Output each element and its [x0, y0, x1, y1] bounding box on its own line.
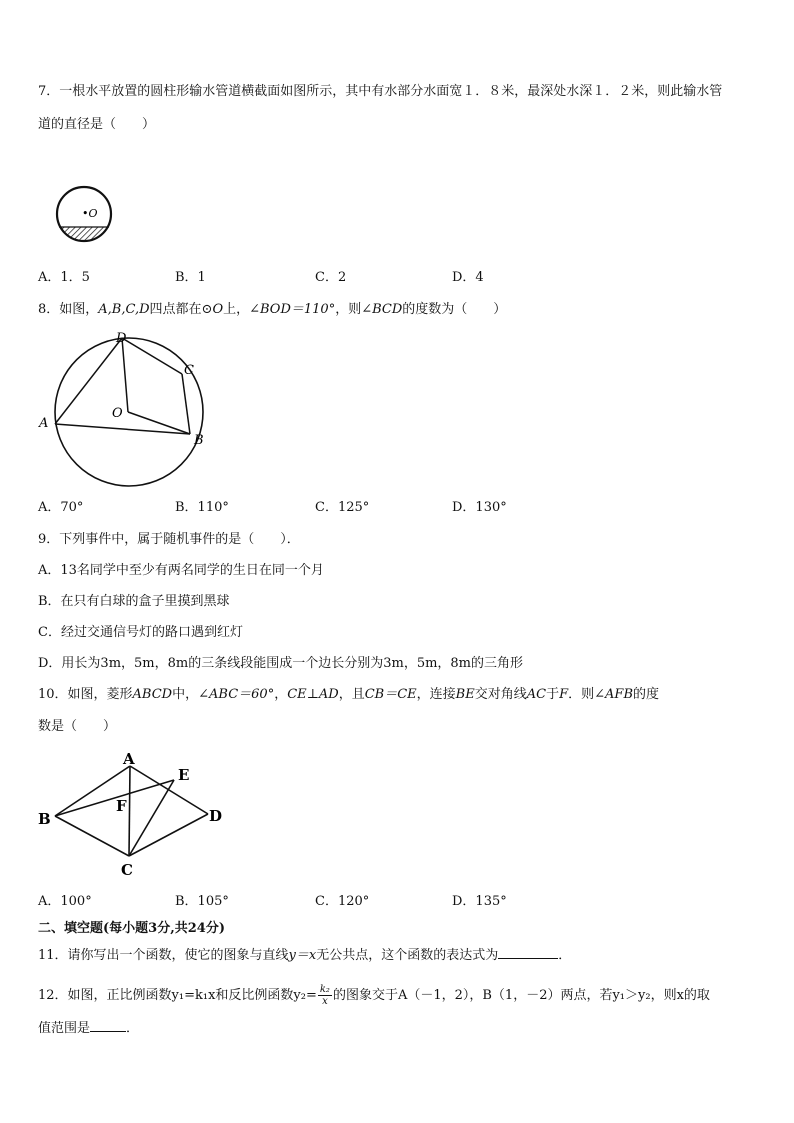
- q7-stem-line1: 7．一根水平放置的圆柱形输水管道横截面如图所示，其中有水部分水面宽１．８米，最深处水深１．２米，则此输水管: [38, 84, 723, 99]
- section-2-title: 二、填空题(每小题3分,共24分): [38, 921, 225, 936]
- q8-label-a: A: [39, 416, 49, 431]
- q8-label-c: C: [184, 363, 194, 378]
- q7-water-region: [48, 227, 120, 247]
- q10-option-a[interactable]: A．100°: [38, 894, 92, 909]
- q8-circle-figure: [36, 330, 212, 490]
- q11-answer-blank[interactable]: [498, 946, 558, 959]
- q8-segment-do: [122, 338, 128, 412]
- q8-segment-cb: [182, 374, 190, 434]
- q8-option-b[interactable]: B．110°: [175, 500, 229, 515]
- q8-label-o: O: [112, 406, 123, 421]
- q10-label-f: F: [116, 797, 127, 815]
- q10-rhombus-figure: [36, 748, 236, 880]
- q9-option-d[interactable]: D．用长为3m，5m，8m的三条线段能围成一个边长分别为3m，5m，8m的三角形: [38, 656, 524, 671]
- q9-option-c[interactable]: C．经过交通信号灯的路口遇到红灯: [38, 625, 243, 640]
- q10-label-d: D: [209, 807, 223, 825]
- q12-answer-blank[interactable]: [90, 1019, 126, 1032]
- q7-option-c[interactable]: C．2: [315, 270, 347, 285]
- q8-segment-ab: [55, 424, 190, 434]
- q10-segment-ac: [129, 766, 130, 856]
- q10-stem-line1: 10．如图，菱形ABCD中，∠ABC＝60°，CE⊥AD，且CB＝CE，连接BE交对角线AC于F．则∠AFB的度: [38, 687, 660, 702]
- q10-option-c[interactable]: C．120°: [315, 894, 370, 909]
- q10-option-b[interactable]: B．105°: [175, 894, 229, 909]
- q11-stem: 11．请你写出一个函数，使它的图象与直线y＝x无公共点，这个函数的表达式为 ．: [38, 948, 572, 963]
- q10-label-c: C: [121, 861, 133, 879]
- q8-option-c[interactable]: C．125°: [315, 500, 370, 515]
- q12-fraction: $\frac{\text{k₂}}{x}$: [319, 984, 330, 1007]
- q12-stem-line1: 12．如图，正比例函数y₁=k₁x和反比例函数y₂= $\frac{\text{k₂}}{x}$ 的图象交于A（－1，2），B（1，－2）两点，若y₁＞y₂，则x的取: [38, 984, 710, 1007]
- q9-option-a[interactable]: A．13名同学中至少有两名同学的生日在同一个月: [38, 563, 324, 578]
- q10-label-e: E: [178, 766, 190, 784]
- q9-option-b[interactable]: B．在只有白球的盒子里摸到黑球: [38, 594, 230, 609]
- q7-pipe-figure: [48, 186, 120, 242]
- q7-stem-line2: 道的直径是（ ）: [38, 117, 156, 132]
- q10-label-a: A: [123, 750, 135, 768]
- q8-label-b: B: [194, 433, 204, 448]
- q8-option-d[interactable]: D．130°: [452, 500, 507, 515]
- q7-center-label: •O: [82, 207, 98, 220]
- q8-option-a[interactable]: A．70°: [38, 500, 84, 515]
- q8-segment-dc: [122, 338, 182, 374]
- q7-option-a[interactable]: A．1．5: [38, 270, 90, 285]
- q9-stem: 9．下列事件中，属于随机事件的是（ ）．: [38, 532, 300, 547]
- q12-stem-line2: 值范围是 ．: [38, 1021, 140, 1036]
- q10-option-d[interactable]: D．135°: [452, 894, 507, 909]
- q8-label-d: D: [116, 331, 127, 346]
- q10-label-b: B: [38, 810, 51, 828]
- q8-stem: 8．如图，A,B,C,D四点都在⊙O上，∠BOD＝110°，则∠BCD的度数为（ ）: [38, 302, 507, 317]
- q7-option-b[interactable]: B．1: [175, 270, 206, 285]
- q10-segment-bc: [55, 816, 129, 856]
- q10-stem-line2: 数是（ ）: [38, 719, 117, 734]
- q7-option-d[interactable]: D．4: [452, 270, 484, 285]
